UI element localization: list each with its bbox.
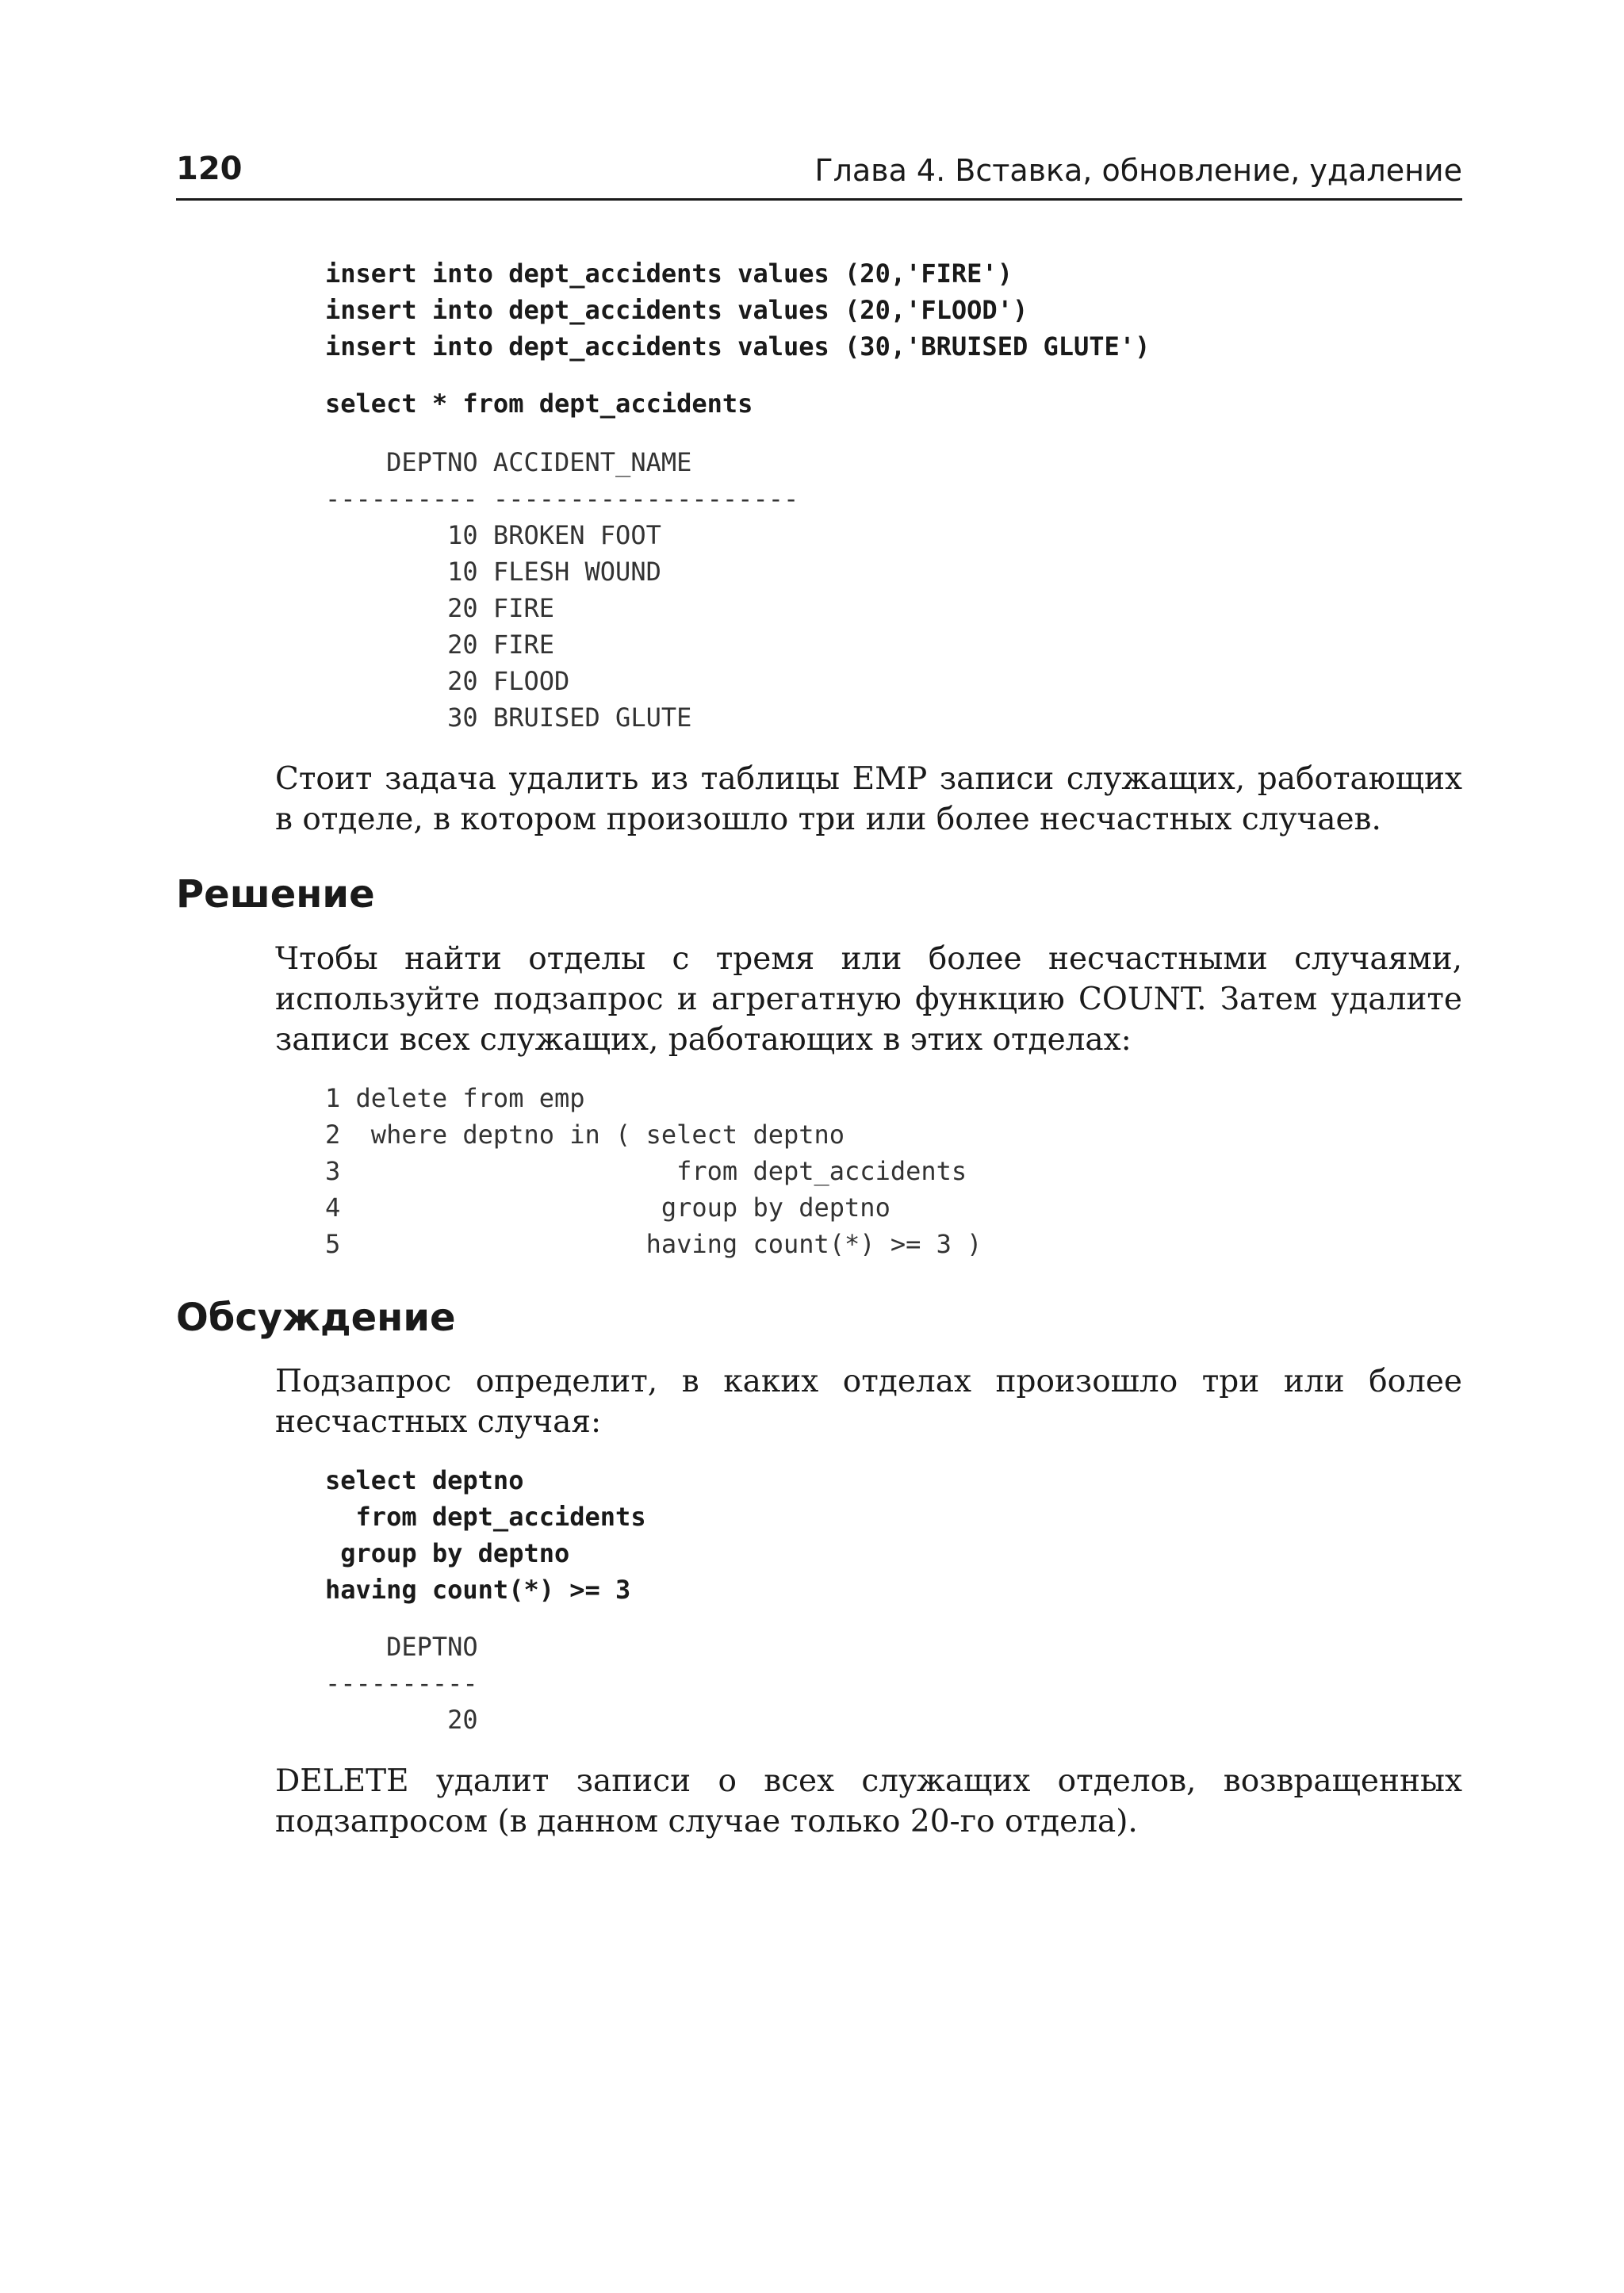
code-subquery: select deptno from dept_accidents group by deptno having count(*) >= 3 <box>325 1465 646 1605</box>
page-header <box>176 143 1462 201</box>
code-select-all: select * from dept_accidents <box>325 389 753 419</box>
query-result-all: DEPTNO ACCIDENT_NAME ---------- -------------------- 10 BROKEN FOOT 10 FLESH WOUND 20 FIRE 20 FIRE 20 FLOOD 30 BRUISED GLUTE <box>325 447 799 733</box>
task-paragraph: Стоит задача удалить из таблицы EMP записи служащих, работающих в отделе, в котором произошло три или более несчастных случаев. <box>275 761 1462 837</box>
code-insert-statements: insert into dept_accidents values (20,'FIRE') insert into dept_accidents values (20,'FLOOD') insert into dept_accidents values (30,'BRUISED GLUTE') <box>325 258 1151 362</box>
page-number: 120 <box>176 151 243 187</box>
conclusion-paragraph: DELETE удалит записи о всех служащих отделов, возвращенных подзапросом (в данном случае только 20-го отдела). <box>275 1763 1462 1839</box>
discussion-paragraph: Подзапрос определит, в каких отделах произошло три или более несчастных случая: <box>275 1364 1462 1440</box>
section-heading-discussion: Обсуждение <box>176 1296 456 1340</box>
code-solution-listing: 1 delete from emp 2 where deptno in ( select deptno 3 from dept_accidents 4 group by deptno 5 having count(*) >= 3 ) <box>325 1083 982 1259</box>
solution-paragraph: Чтобы найти отделы с тремя или более несчастными случаями, используйте подзапрос и агрегатную функцию COUNT. Затем удалите записи всех служащих, работающих в этих отделах: <box>275 941 1462 1058</box>
section-heading-solution: Решение <box>176 872 375 917</box>
running-title: Глава 4. Вставка, обновление, удаление <box>814 153 1462 188</box>
query-result-subquery: DEPTNO ---------- 20 <box>325 1632 478 1735</box>
